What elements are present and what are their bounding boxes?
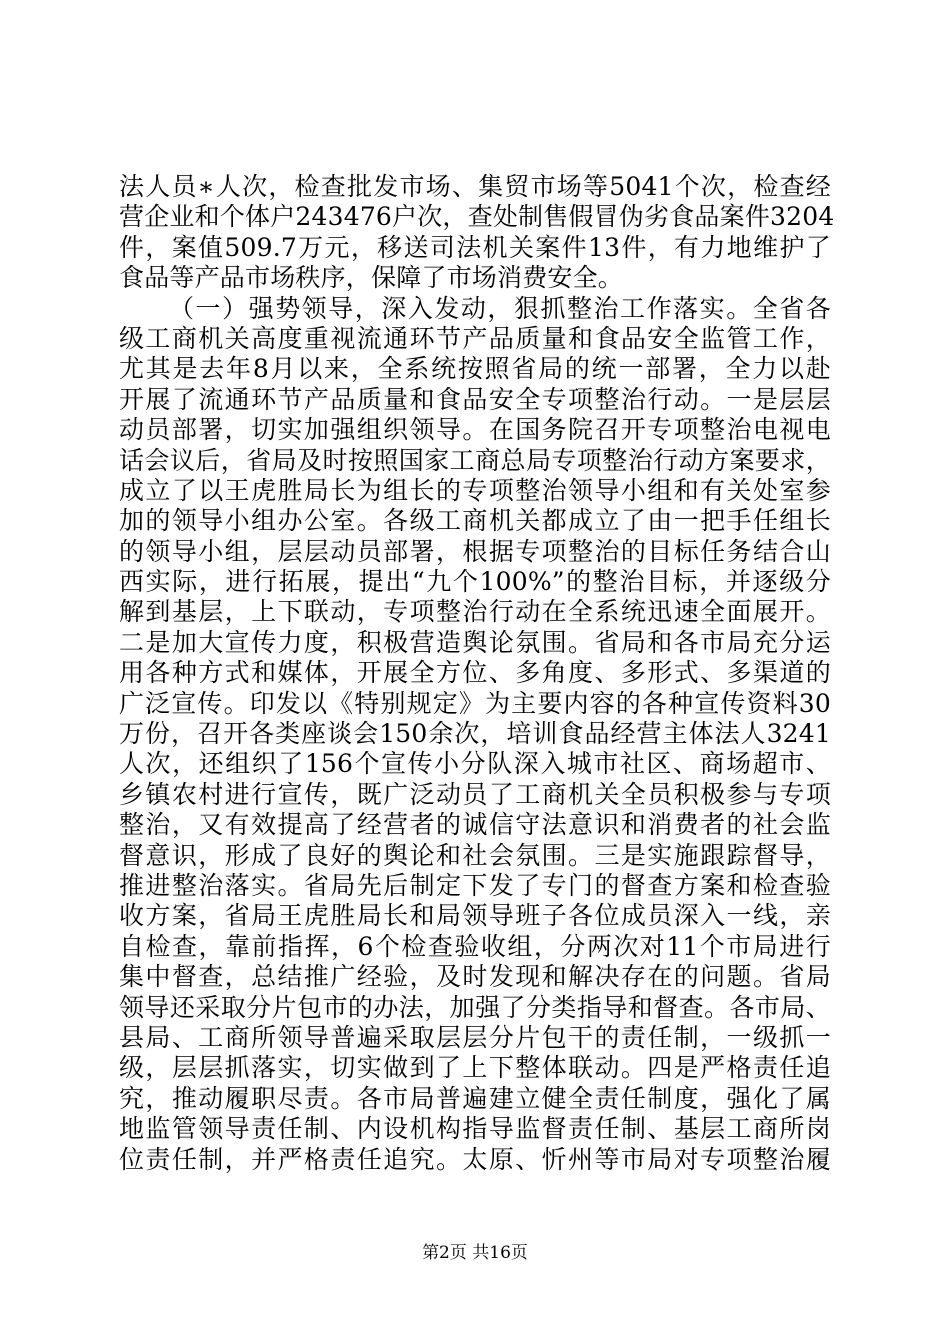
- text-line: 二是加大宣传力度，积极营造舆论氛围。省局和各市局充分运: [119, 627, 831, 657]
- paragraph-1: [119, 172, 835, 294]
- text-line: 万份，召开各类座谈会150余次，培训食品经营主体法人3241: [119, 719, 831, 749]
- text-line: 推进整治落实。省局先后制定下发了专门的督查方案和检查验: [119, 870, 831, 900]
- text-line: 用各种方式和媒体，开展全方位、多角度、多形式、多渠道的: [119, 658, 831, 688]
- text-line: 级，层层抓落实，切实做到了上下整体联动。四是严格责任追: [119, 1053, 831, 1083]
- text-line: 领导还采取分片包市的办法，加强了分类指导和督查。各市局、: [119, 992, 831, 1022]
- text-line: 营企业和个体户243476户次，查处制售假冒伪劣食品案件3204: [119, 202, 835, 232]
- text-line: 收方案，省局王虎胜局长和局领导班子各位成员深入一线，亲: [119, 901, 831, 931]
- text-line: 究，推动履职尽责。各市局普遍建立健全责任制度，强化了属: [119, 1083, 831, 1113]
- text-line: 位责任制，并严格责任追究。太原、忻州等市局对专项整治履: [119, 1144, 831, 1174]
- text-line: 县局、工商所领导普遍采取层层分片包干的责任制，一级抓一: [119, 1022, 831, 1052]
- text-line: 地监管领导责任制、内设机构指导监督责任制、基层工商所岗: [119, 1114, 831, 1144]
- text-line: 西实际，进行拓展，提出“九个100%”的整治目标，并逐级分: [119, 567, 831, 597]
- text-line: 的领导小组，层层动员部署，根据专项整治的目标任务结合山: [119, 536, 831, 566]
- text-line: 自检查，靠前指挥，6个检查验收组，分两次对11个市局进行: [119, 931, 831, 961]
- text-line: 话会议后，省局及时按照国家工商总局专项整治行动方案要求，: [119, 445, 831, 475]
- page-number-label: 第2页 共16页: [422, 1243, 528, 1263]
- text-line: 督意识，形成了良好的舆论和社会氛围。三是实施跟踪督导，: [119, 840, 831, 870]
- text-line: 动员部署，切实加强组织领导。在国务院召开专项整治电视电: [119, 415, 831, 445]
- paragraph-2: [119, 294, 831, 1175]
- text-line: 成立了以王虎胜局长为组长的专项整治领导小组和有关处室参: [119, 475, 831, 505]
- text-line: （一）强势领导，深入发动，狠抓整治工作落实。全省各: [169, 293, 831, 323]
- text-line: 件，案值509.7万元，移送司法机关案件13件，有力地维护了: [119, 232, 831, 262]
- text-line: 解到基层，上下联动，专项整治行动在全系统迅速全面展开。: [119, 597, 831, 627]
- text-line: 食品等产品市场秩序，保障了市场消费安全。: [119, 263, 624, 293]
- text-line: 整治，又有效提高了经营者的诚信守法意识和消费者的社会监: [119, 810, 831, 840]
- text-line: 法人员∗人次，检查批发市场、集贸市场等5041个次，检查经: [119, 172, 831, 201]
- text-line: 集中督查，总结推广经验，及时发现和解决存在的问题。省局: [119, 962, 831, 992]
- text-line: 广泛宣传。印发以《特别规定》为主要内容的各种宣传资料30: [119, 688, 831, 718]
- text-line: 级工商机关高度重视流通环节产品质量和食品安全监管工作，: [119, 323, 831, 353]
- text-line: 人次，还组织了156个宣传小分队深入城市社区、商场超市、: [119, 749, 831, 779]
- text-line: 加的领导小组办公室。各级工商机关都成立了由一把手任组长: [119, 506, 831, 536]
- text-line: 尤其是去年8月以来，全系统按照省局的统一部署，全力以赴: [119, 354, 831, 384]
- text-line: 乡镇农村进行宣传，既广泛动员了工商机关全员积极参与专项: [119, 779, 831, 809]
- text-line: 开展了流通环节产品质量和食品安全专项整治行动。一是层层: [119, 384, 831, 414]
- page-footer: [0, 1243, 950, 1263]
- document-body: [119, 172, 835, 1175]
